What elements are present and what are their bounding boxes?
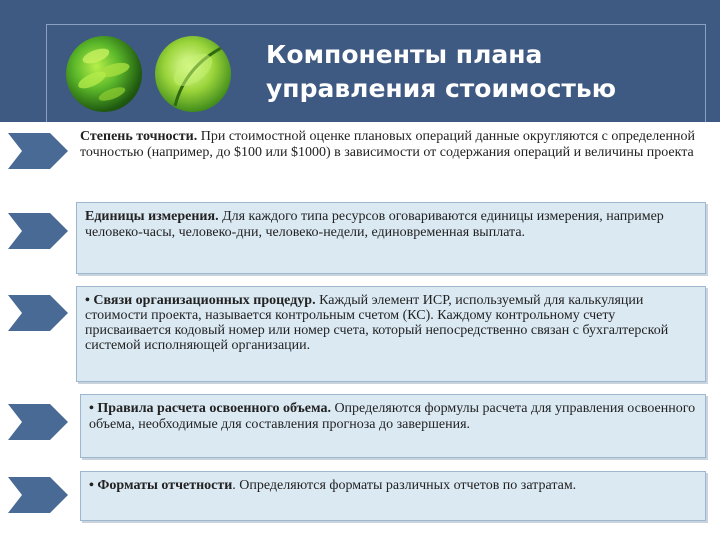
item-text-2: Для каждого типа ресурсов оговариваются единицы измерения, например человеко-часы, человеко-дни, человеко-недели, единовременная выплата.: [85, 209, 664, 240]
item-box-4: [80, 394, 706, 458]
slide-title: [266, 38, 696, 106]
title-line-2: управления стоимостью: [266, 74, 616, 103]
chevron-arrow-icon: [8, 213, 68, 249]
chevron-arrow-icon: [8, 133, 68, 169]
item-box-5: [80, 471, 706, 521]
item-heading-1: Степень точности.: [80, 129, 198, 144]
item-heading-2: Единицы измерения.: [85, 209, 219, 224]
item-text-1: При стоимостной оценке плановых операций данные округляются с определенной точностью (например, до $100 или $1000) в зависимости от содержания операций и величины проекта: [80, 129, 695, 160]
leaf-closeup-orb-image: [155, 36, 231, 112]
item-text-5: . Определяются форматы различных отчетов по затратам.: [232, 478, 577, 493]
item-box-1: [74, 126, 706, 188]
title-line-1: Компоненты плана: [266, 40, 543, 69]
item-box-3: [76, 286, 706, 382]
item-heading-3: • Связи организационных процедур.: [85, 293, 316, 308]
item-text-3: Каждый элемент ИСР, используемый для калькуляции стоимости проекта, называется контрольным счетом (КС). Каждому контрольному счету присваивается кодовый номер или номер счета, который непосредственно связан с бухгалтерской системой исполняющей организации.: [85, 293, 669, 353]
item-heading-4: • Правила расчета освоенного объема.: [89, 401, 331, 416]
item-heading-5: • Форматы отчетности: [89, 478, 233, 493]
chevron-arrow-icon: [8, 477, 68, 513]
item-box-2: [76, 202, 706, 274]
chevron-arrow-icon: [8, 404, 68, 440]
item-text-4: Определяются формулы расчета для управления освоенного объема, необходимые для составления прогноза до завершения.: [89, 401, 696, 432]
leaf-orb-image: [66, 36, 142, 112]
chevron-arrow-icon: [8, 295, 68, 331]
